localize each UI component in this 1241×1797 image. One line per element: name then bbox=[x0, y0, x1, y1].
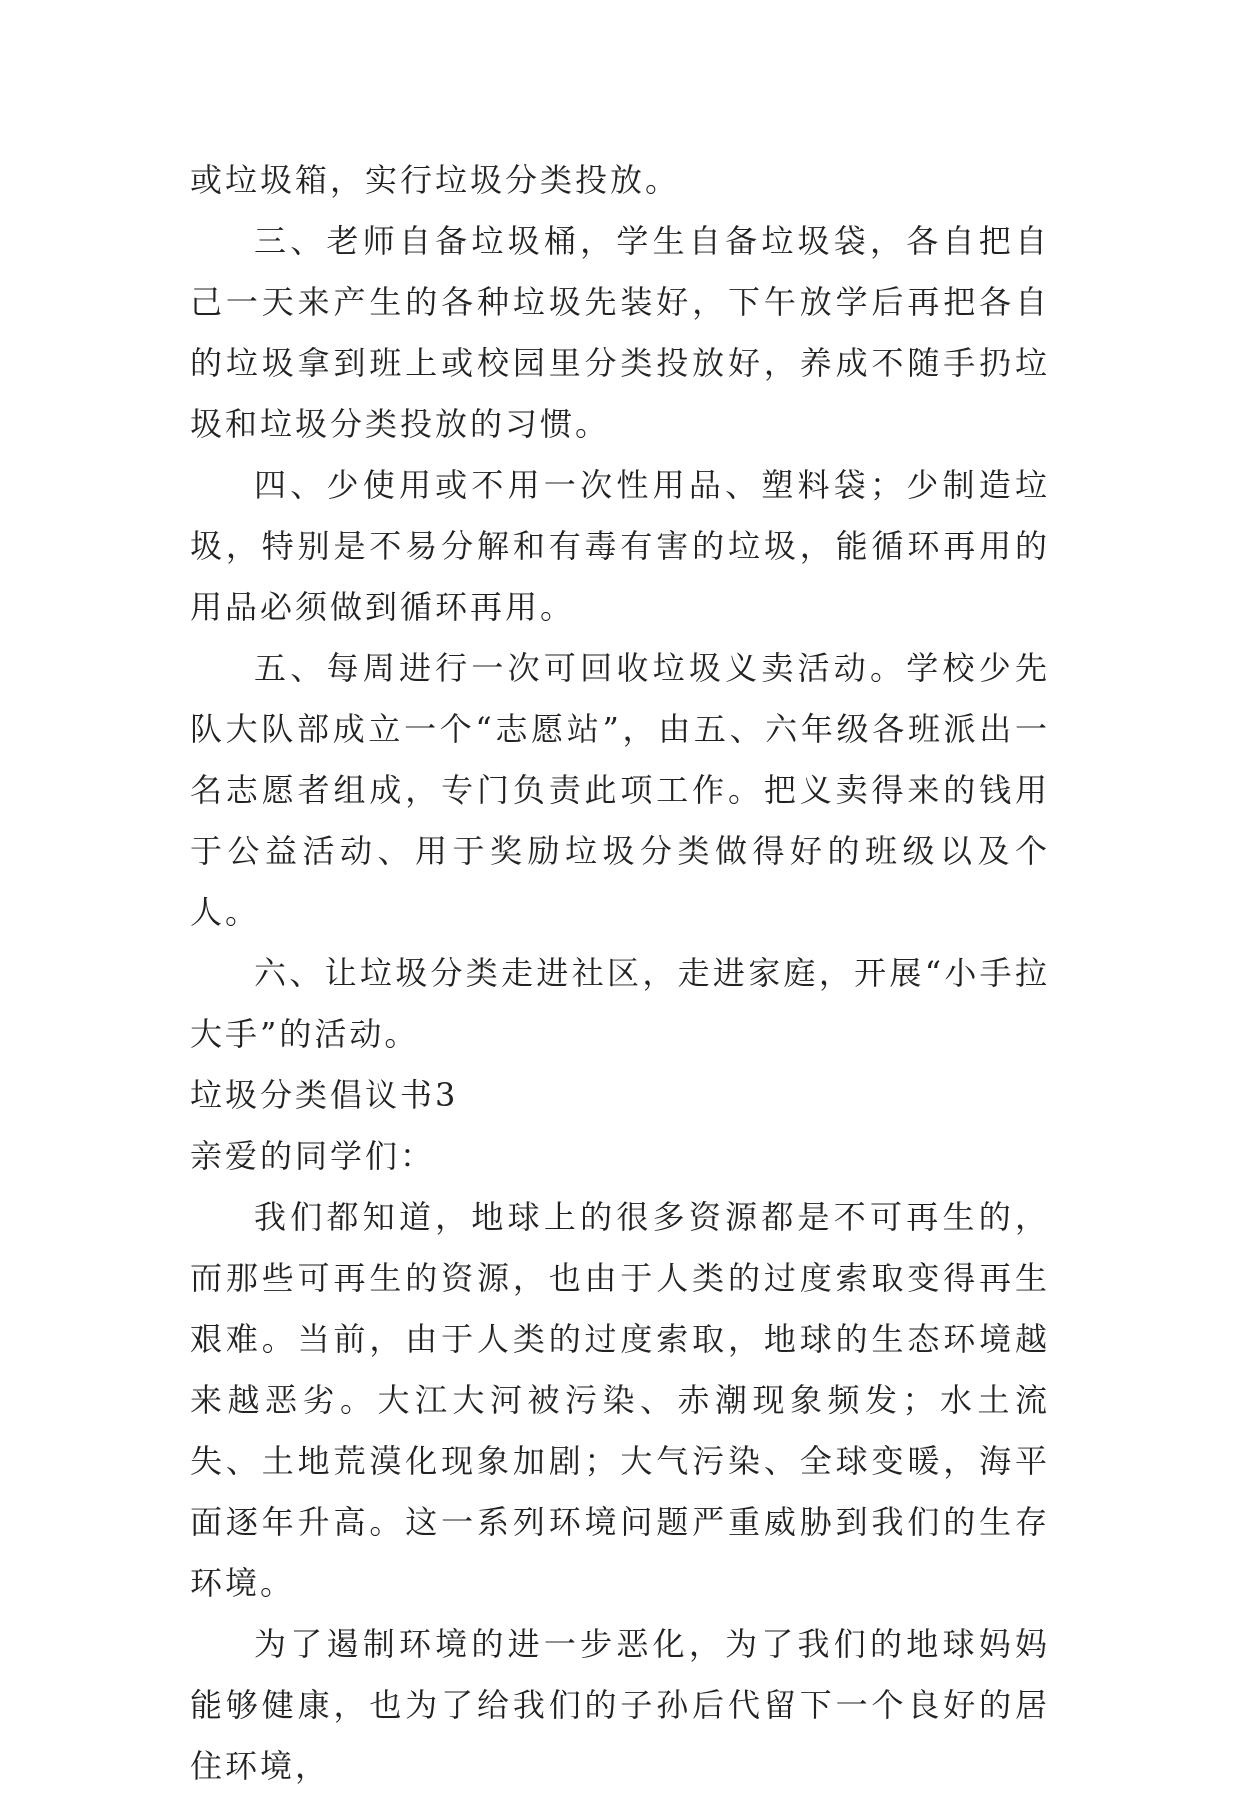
paragraph-item-four: 四、少使用或不用一次性用品、塑料袋；少制造垃圾，特别是不易分解和有毒有害的垃圾，能循环再用的用品必须做到循环再用。 bbox=[190, 466, 1050, 626]
salutation: 亲爱的同学们： bbox=[190, 1137, 436, 1175]
paragraph-intro: 我们都知道，地球上的很多资源都是不可再生的，而那些可再生的资源，也由于人类的过度索取变得再生艰难。当前，由于人类的过度索取，地球的生态环境越来越恶劣。大江大河被污染、赤潮现象频发；水土流失、土地荒漠化现象加剧；大气污染、全球变暖，海平面逐年升高。这一系列环境问题严重威胁到我们的生存环境。 bbox=[190, 1198, 1050, 1602]
paragraph-item-three: 三、老师自备垃圾桶，学生自备垃圾袋，各自把自己一天来产生的各种垃圾先装好，下午放学后再把各自的垃圾拿到班上或校园里分类投放好，养成不随手扔垃圾和垃圾分类投放的习惯。 bbox=[190, 222, 1050, 443]
section-heading: 垃圾分类倡议书3 bbox=[190, 1076, 459, 1114]
paragraph-item-six: 六、让垃圾分类走进社区，走进家庭，开展“小手拉大手”的活动。 bbox=[190, 954, 1050, 1053]
document-body bbox=[190, 150, 1050, 1797]
paragraph-purpose: 为了遏制环境的进一步恶化，为了我们的地球妈妈能够健康，也为了给我们的子孙后代留下一个良好的居住环境， bbox=[190, 1625, 1050, 1785]
paragraph-item-five: 五、每周进行一次可回收垃圾义卖活动。学校少先队大队部成立一个“志愿站”，由五、六年级各班派出一名志愿者组成，专门负责此项工作。把义卖得来的钱用于公益活动、用于奖励垃圾分类做得好的班级以及个人。 bbox=[190, 649, 1050, 931]
paragraph-continued-text: 或垃圾箱，实行垃圾分类投放。 bbox=[190, 161, 681, 199]
